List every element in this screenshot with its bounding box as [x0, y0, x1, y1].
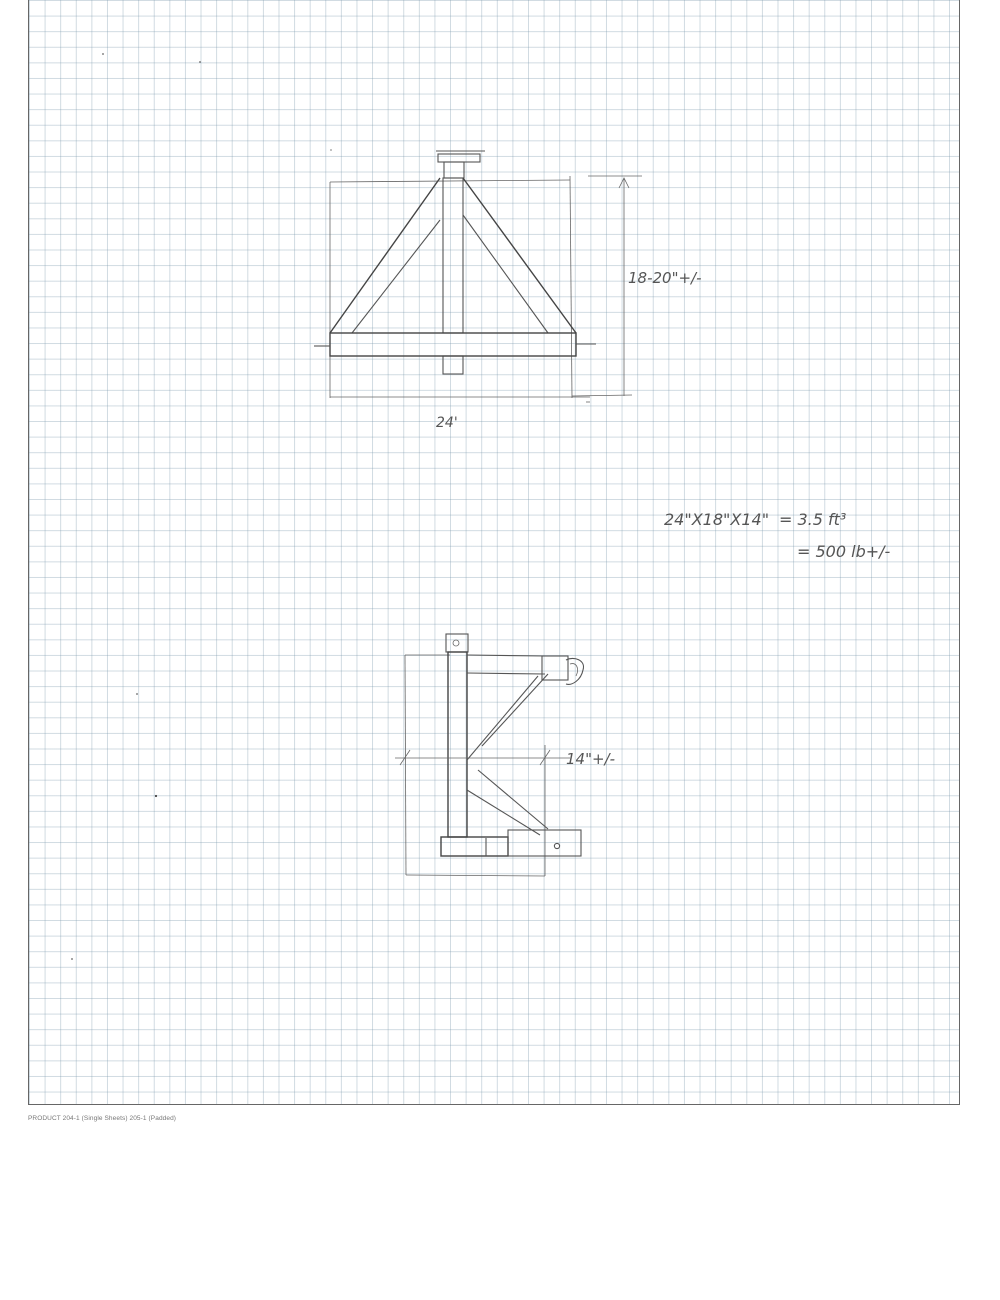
speck: [102, 53, 104, 55]
front-view-sketch: [314, 150, 702, 431]
speck: [199, 61, 201, 63]
weight-estimate: = 500 lb+/-: [797, 542, 891, 561]
side-depth-label: 14"+/-: [566, 750, 616, 768]
volume-result: = 3.5 ft³: [779, 510, 847, 529]
speck: [155, 795, 157, 797]
front-height-label: 18-20"+/-: [628, 269, 702, 287]
side-view-sketch: [395, 634, 615, 876]
speck: [136, 693, 138, 695]
speck: [71, 958, 73, 960]
front-width-label: 24': [436, 415, 458, 431]
volume-dimensions: 24"X18"X14": [664, 510, 770, 529]
paper-product-footer: PRODUCT 204-1 (Single Sheets) 205-1 (Padded): [28, 1115, 177, 1122]
volume-calculation-note: [664, 510, 891, 561]
